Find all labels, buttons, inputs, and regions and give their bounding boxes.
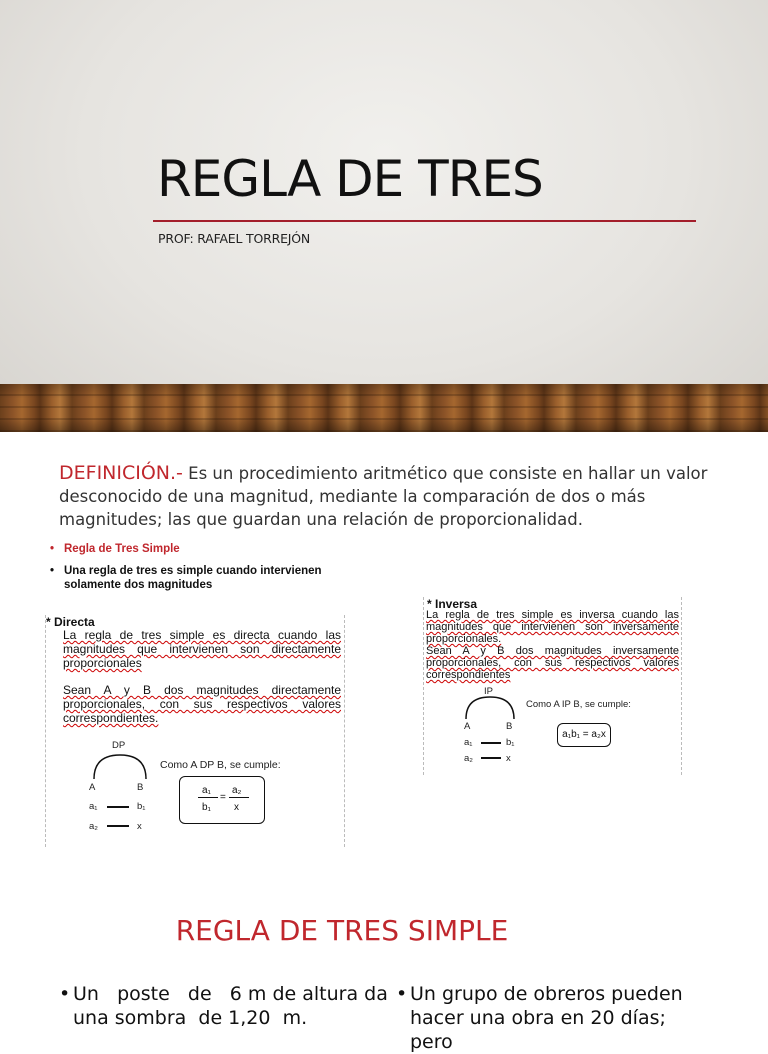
problem-2 (396, 982, 710, 1054)
directa-paragraph-1: La regla de tres simple es directa cuando las magnitudes que intervienen son directamente proporcionales (63, 628, 341, 670)
dp-col-a: A (89, 782, 96, 793)
dp-x: x (137, 821, 142, 832)
slide-title: REGLA DE TRES (157, 150, 543, 208)
wood-floor-decoration (0, 384, 768, 432)
title-divider (153, 220, 696, 222)
dp-a1: a₁ (89, 801, 98, 812)
bullet-dot: • (396, 983, 408, 1005)
definition-text: Es un procedimiento aritmético que consiste en hallar un valor desconocido de una magnitud, mediante la comparación de dos o más magnitudes; las que guardan una relación de proporcionalidad. (59, 464, 708, 529)
directa-paragraph-2: Sean A y B dos magnitudes directamente proporcionales, con sus respectivos valores correspondientes. (63, 683, 341, 725)
problem-1-line-1: Un poste de 6 m de altura da (73, 983, 388, 1005)
dp-row1-dash (107, 806, 129, 808)
dp-frac1-den: b₁ (202, 802, 211, 813)
regla-simple-slide (0, 864, 768, 1053)
ip-a2: a₂ (464, 753, 473, 764)
ip-b1: b₁ (506, 737, 515, 748)
dp-frac2-bar (229, 797, 249, 798)
ip-x: x (506, 753, 511, 764)
definition-keyword: DEFINICIÓN.- (59, 462, 183, 484)
inversa-panel (423, 597, 682, 775)
dp-frac2-num: a₂ (232, 785, 242, 796)
ip-label: IP (484, 686, 493, 697)
dp-b1: b₁ (137, 801, 146, 812)
bullet-list (44, 542, 344, 600)
slide-subtitle: PROF: RAFAEL TORREJÓN (158, 231, 311, 246)
bullet-dot: • (59, 983, 71, 1005)
problem-1 (59, 982, 388, 1030)
directa-panel (45, 615, 345, 847)
dp-frac2-den: x (234, 802, 239, 813)
dp-cumple-text: Como A DP B, se cumple: (160, 759, 281, 771)
dp-a2: a₂ (89, 821, 98, 832)
ip-row1-dash (481, 742, 501, 744)
dp-col-b: B (137, 782, 144, 793)
ip-formula-box (557, 723, 611, 747)
ip-row2-dash (481, 757, 501, 759)
dp-equals: = (220, 792, 226, 803)
ip-col-a: A (464, 721, 471, 732)
slide3-title: REGLA DE TRES SIMPLE (175, 914, 509, 947)
inversa-paragraph-1: La regla de tres simple es inversa cuando las magnitudes que intervienen son inversamente proporcionales. (426, 609, 679, 645)
problem-2-line-1: Un grupo de obreros pueden (410, 983, 683, 1005)
inversa-header: * Inversa (427, 597, 478, 611)
dp-label: DP (112, 740, 126, 751)
directa-header: * Directa (46, 615, 95, 629)
inversa-paragraph-2: Sean A y B dos magnitudes inversamente proporcionales, con sus respectivos valores correspondientes (426, 645, 679, 681)
bullet-regla-simple: • Regla de Tres Simple (44, 542, 344, 556)
definition-paragraph (59, 462, 719, 531)
dp-frac1-num: a₁ (202, 785, 211, 796)
dp-row2-dash (107, 825, 129, 827)
dp-frac1-bar (198, 797, 218, 798)
definition-slide (0, 432, 768, 864)
problem-2-line-2: hacer una obra en 20 días; pero (410, 1007, 666, 1053)
dp-formula-box (179, 776, 265, 824)
problem-1-line-2: una sombra de 1,20 m. (73, 1007, 308, 1029)
ip-col-b: B (506, 721, 513, 732)
title-slide (0, 0, 768, 432)
bullet-definition: • Una regla de tres es simple cuando intervienen solamente dos magnitudes (44, 564, 344, 592)
ip-a1: a₁ (464, 737, 473, 748)
ip-formula: a₁b₁ = a₂x (562, 729, 606, 740)
ip-cumple-text: Como A IP B, se cumple: (526, 699, 631, 710)
